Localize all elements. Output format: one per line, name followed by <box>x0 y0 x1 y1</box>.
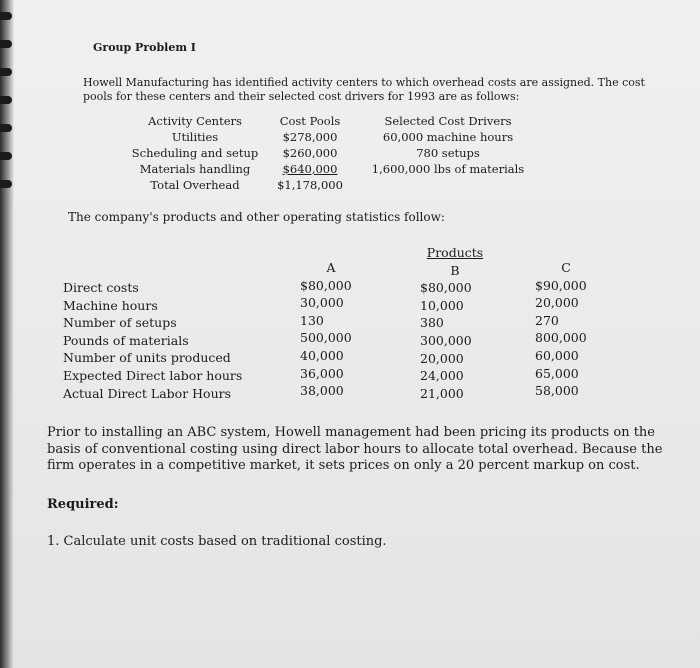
row-label: Expected Direct labor hours <box>63 367 243 383</box>
cell: 20,000 <box>535 295 579 311</box>
cell: 380 <box>420 315 444 331</box>
cost-driver: 780 setups <box>416 146 480 160</box>
row-label: Machine hours <box>63 297 158 313</box>
cell: 130 <box>300 312 324 328</box>
product-column-c <box>535 259 597 400</box>
cost-value: $640,000 <box>282 162 338 176</box>
cell: 40,000 <box>300 347 344 363</box>
cell: 60,000 <box>535 347 579 363</box>
product-column-a <box>300 259 362 400</box>
column-header: A <box>326 260 336 275</box>
cell: 300,000 <box>420 332 472 348</box>
cell: 24,000 <box>420 368 464 384</box>
cell: $80,000 <box>300 277 352 293</box>
row-label: Direct costs <box>63 280 139 295</box>
intro-line: pools for these centers and their selected cost drivers for 1993 are as follows: <box>83 90 520 103</box>
row-label: Pounds of materials <box>63 332 189 348</box>
cell: 30,000 <box>300 295 344 311</box>
cost-driver: 1,600,000 lbs of materials <box>371 162 525 176</box>
cell: $80,000 <box>420 280 472 296</box>
binding-hole <box>0 68 12 76</box>
binding-hole <box>0 180 12 188</box>
cost-value: $278,000 <box>282 130 338 144</box>
cell: 800,000 <box>535 330 587 346</box>
cell: 21,000 <box>420 385 464 401</box>
product-column-b <box>420 244 490 402</box>
cell: 65,000 <box>535 365 579 381</box>
cost-total: $1,178,000 <box>277 178 343 192</box>
products-group-header: Products <box>426 245 484 260</box>
cost-value: $260,000 <box>282 146 338 160</box>
cell: 10,000 <box>420 297 464 313</box>
column-header: B <box>450 262 460 278</box>
binding-hole <box>0 96 12 104</box>
product-row-labels <box>63 279 242 402</box>
cell: 58,000 <box>535 383 579 399</box>
notebook-binding <box>0 0 14 668</box>
activity-center: Total Overhead <box>150 178 240 192</box>
cell: 270 <box>535 312 559 328</box>
activity-centers-column <box>130 113 260 193</box>
binding-hole <box>0 12 12 20</box>
cell: $90,000 <box>535 277 587 293</box>
activity-center: Utilities <box>171 130 219 144</box>
cost-pools-column <box>270 113 350 193</box>
row-label: Actual Direct Labor Hours <box>63 385 232 401</box>
cell: 20,000 <box>420 350 464 366</box>
intro-text <box>83 76 645 104</box>
column-header: Activity Centers <box>148 114 242 128</box>
row-label: Number of units produced <box>63 350 231 366</box>
intro-line: Howell Manufacturing has identified activity centers to which overhead costs are assigned. The cost <box>83 76 645 89</box>
binding-hole <box>0 40 12 48</box>
pricing-paragraph: Prior to installing an ABC system, Howell management had been pricing its products on the basis of conventional costing using direct labor hours to allocate total overhead. Because the firm operates in a competitive market, it sets prices on only a 20 percent markup on cost. <box>47 425 663 473</box>
column-header: C <box>561 260 571 275</box>
cell: 500,000 <box>300 330 352 346</box>
page-title: Group Problem I <box>93 41 196 54</box>
column-header: Cost Pools <box>279 114 341 128</box>
required-heading: Required: <box>47 497 119 512</box>
cost-drivers-column <box>368 113 528 177</box>
column-header: Selected Cost Drivers <box>384 114 512 128</box>
question-1: 1. Calculate unit costs based on traditional costing. <box>47 534 387 549</box>
activity-center: Scheduling and setup <box>131 146 259 160</box>
cell: 38,000 <box>300 383 344 399</box>
cell: 36,000 <box>300 365 344 381</box>
cost-driver: 60,000 machine hours <box>382 130 514 144</box>
activity-center: Materials handling <box>139 162 251 176</box>
binding-hole <box>0 124 12 132</box>
binding-hole <box>0 152 12 160</box>
row-label: Number of setups <box>63 315 177 331</box>
products-intro: The company's products and other operating statistics follow: <box>68 210 445 224</box>
